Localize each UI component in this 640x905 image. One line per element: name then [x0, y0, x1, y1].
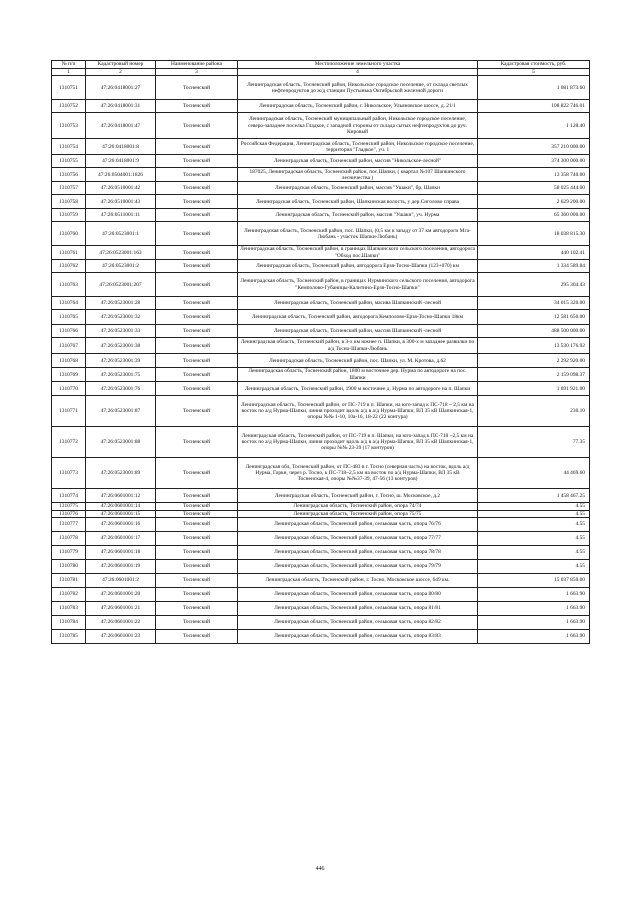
- district-cell: Тосненский: [156, 368, 238, 382]
- cadastral-number-cell: 47:26:0510001:43: [86, 195, 156, 209]
- location-cell: Ленинградская область, Тосненский район, г. Тосно, Московское шоссе, 649 км.: [238, 574, 478, 588]
- cadastral-value-cell: 440 102.41: [478, 246, 590, 260]
- cadastral-value-cell: 1 691 921.00: [478, 382, 590, 396]
- district-cell: Тосненский: [156, 195, 238, 209]
- row-number-cell: 1310779: [52, 546, 86, 560]
- row-number-cell: 1310784: [52, 616, 86, 630]
- district-cell: Тосненский: [156, 503, 238, 510]
- location-cell: Ленинградская область, Тосненский район, от ПС-719 в п. Шапки, на юго-запад к ПС-718 ~ 2,5 км на восток по а/д Нурма-Шапки, линия проходит вдоль а/д в а/д Нурма-Шапки, ВЛ 35 кВ Шапкинская-1, опоры №№ 1-10, 10а-16, 18-22 (22 контура): [238, 396, 478, 427]
- location-cell: Ленинградская область, Тосненский район, массив "Ушаки", уч. Нурма: [238, 209, 478, 222]
- table-body: [52, 76, 590, 644]
- cadastral-number-cell: 47:26:0523001:33: [86, 325, 156, 338]
- district-cell: Тосненский: [156, 100, 238, 113]
- row-number-cell: 1310783: [52, 602, 86, 616]
- row-number-cell: 1310758: [52, 195, 86, 209]
- location-cell: Ленинградская область, Тосненский район, массив "Ушаки", бр. Шапки: [238, 182, 478, 195]
- district-cell: Тосненский: [156, 602, 238, 616]
- row-number-cell: 1310753: [52, 113, 86, 139]
- district-cell: Тосненский: [156, 588, 238, 602]
- cadastral-value-cell: 1 663.90: [478, 616, 590, 630]
- district-cell: Тосненский: [156, 338, 238, 354]
- row-number-cell: 1310764: [52, 297, 86, 310]
- row-number-cell: 1310762: [52, 260, 86, 273]
- cadastral-value-cell: 4.55: [478, 503, 590, 510]
- table-row: [52, 616, 590, 630]
- column-number: 4: [238, 69, 478, 76]
- table-row: [52, 630, 590, 644]
- location-cell: Ленинградская область, Тосненский район, автодорога Кемполово-Ерзя-Тосно-Шапки 18км: [238, 310, 478, 325]
- column-number: 3: [156, 69, 238, 76]
- row-number-cell: 1310774: [52, 489, 86, 503]
- cadastral-number-cell: 47:26:0523001:32: [86, 310, 156, 325]
- cadastral-value-cell: 108 822 746.01: [478, 100, 590, 113]
- location-cell: Ленинградская область, Тосненский район, сельковая часть, опора 80/80: [238, 588, 478, 602]
- table-row: [52, 354, 590, 368]
- district-cell: Тосненский: [156, 518, 238, 532]
- cadastral-value-cell: 4.55: [478, 532, 590, 546]
- cadastral-value-cell: 13 530 176.92: [478, 338, 590, 354]
- table-row: [52, 602, 590, 616]
- row-number-cell: 1310772: [52, 427, 86, 458]
- table-row: [52, 209, 590, 222]
- district-cell: Тосненский: [156, 458, 238, 489]
- row-number-cell: 1310781: [52, 574, 86, 588]
- row-number-cell: 1310757: [52, 182, 86, 195]
- table-row: [52, 195, 590, 209]
- row-number-cell: 1310756: [52, 168, 86, 182]
- location-cell: Ленинградская область, Тосненский район, г. Никольское, Ульяновское шоссе, д. 21/1: [238, 100, 478, 113]
- location-cell: Ленинградская область, Тосненский район, сельковая часть, опора 78/78: [238, 546, 478, 560]
- table-row: [52, 532, 590, 546]
- cadastral-value-cell: 230.10: [478, 396, 590, 427]
- cadastral-number-cell: 47:26:0504001:1826: [86, 168, 156, 182]
- district-cell: Тосненский: [156, 396, 238, 427]
- cadastral-value-cell: 1 081 873.60: [478, 76, 590, 100]
- district-cell: Тосненский: [156, 139, 238, 155]
- cadastral-number-cell: 47:26:0418001:47: [86, 113, 156, 139]
- table-row: [52, 246, 590, 260]
- table-row: [52, 222, 590, 246]
- cadastral-value-cell: 18 038 815.30: [478, 222, 590, 246]
- cadastral-value-cell: 13 358 740.00: [478, 168, 590, 182]
- location-cell: 187025, Ленинградская область, Тосненский район, пос.Шапки, ( квартал №107 Шапкинского лесничества ): [238, 168, 478, 182]
- column-number: 5: [478, 69, 590, 76]
- cadastral-number-cell: 47:26:0601001:16: [86, 518, 156, 532]
- district-cell: Тосненский: [156, 113, 238, 139]
- table-row: [52, 182, 590, 195]
- cadastral-number-cell: 47:26:0418001:31: [86, 100, 156, 113]
- location-cell: Ленинградская область, Тосненский муниципальный район, Никольское городское поселение, северо-западнее поселка Гладкое, с западной стороны от склада сытых нефтепродуктов до руч. Кировый: [238, 113, 478, 139]
- district-cell: Тосненский: [156, 209, 238, 222]
- table-column-number-row: [52, 69, 590, 76]
- column-number: 1: [52, 69, 86, 76]
- row-number-cell: 1310755: [52, 155, 86, 168]
- cadastral-value-cell: 2 159 098.37: [478, 368, 590, 382]
- cadastral-value-cell: 4.55: [478, 560, 590, 574]
- row-number-cell: 1310776: [52, 510, 86, 517]
- table-row: [52, 396, 590, 427]
- row-number-cell: 1310751: [52, 76, 86, 100]
- cadastral-value-cell: 295 304.43: [478, 273, 590, 297]
- cadastral-number-cell: 47:26:0601001:15: [86, 510, 156, 517]
- cadastral-number-cell: 47:26:0523001:75: [86, 368, 156, 382]
- district-cell: Тосненский: [156, 222, 238, 246]
- row-number-cell: 1310760: [52, 222, 86, 246]
- row-number-cell: 1310765: [52, 310, 86, 325]
- row-number-cell: 1310752: [52, 100, 86, 113]
- cadastral-value-cell: 44 469.60: [478, 458, 590, 489]
- cadastral-number-cell: 47:26:0418001:8: [86, 139, 156, 155]
- cadastral-value-cell: 2 292 920.00: [478, 354, 590, 368]
- cadastral-value-cell: 1 128.40: [478, 113, 590, 139]
- district-cell: Тосненский: [156, 182, 238, 195]
- district-cell: Тосненский: [156, 382, 238, 396]
- header-district-name: Наименование района: [156, 61, 238, 69]
- cadastral-number-cell: 47:26:0523001:207: [86, 273, 156, 297]
- row-number-cell: 1310777: [52, 518, 86, 532]
- cadastral-number-cell: 47:26:0510001:42: [86, 182, 156, 195]
- location-cell: Ленинградская область, Тосненский район, Шапкинская волость, у дер.Сиголово справа: [238, 195, 478, 209]
- header-row-number: № п/п: [52, 61, 86, 69]
- cadastral-number-cell: 47:26:0601001:22: [86, 616, 156, 630]
- table-row: [52, 310, 590, 325]
- district-cell: Тосненский: [156, 310, 238, 325]
- cadastral-number-cell: 47:26:0601001:12: [86, 489, 156, 503]
- cadastral-number-cell: 47:26:0523001:87: [86, 396, 156, 427]
- cadastral-number-cell: 47:26:0523001:39: [86, 354, 156, 368]
- district-cell: Тосненский: [156, 168, 238, 182]
- cadastral-number-cell: 47:26:0523001:38: [86, 338, 156, 354]
- table-row: [52, 518, 590, 532]
- row-number-cell: 1310775: [52, 503, 86, 510]
- cadastral-value-cell: 374 300 000.00: [478, 155, 590, 168]
- cadastral-number-cell: 47:26:0523001:76: [86, 382, 156, 396]
- table-row: [52, 503, 590, 510]
- cadastral-number-cell: 47:26:0511001:11: [86, 209, 156, 222]
- cadastral-value-cell: 58 025 444.00: [478, 182, 590, 195]
- cadastral-value-table: [51, 60, 590, 644]
- cadastral-number-cell: 47:26:0523001:88: [86, 427, 156, 458]
- cadastral-value-cell: 4.55: [478, 510, 590, 517]
- cadastral-number-cell: 47:26:0601001:14: [86, 503, 156, 510]
- table-row: [52, 155, 590, 168]
- cadastral-value-cell: 77.35: [478, 427, 590, 458]
- district-cell: Тосненский: [156, 260, 238, 273]
- row-number-cell: 1310778: [52, 532, 86, 546]
- cadastral-number-cell: 47:26:0601001:21: [86, 602, 156, 616]
- row-number-cell: 1310769: [52, 368, 86, 382]
- cadastral-number-cell: 47:26:0523001:28: [86, 297, 156, 310]
- location-cell: Ленинградская область, Тосненский район, от ПС-719 в п. Шапки, на юго-запад к ПС-718 ~2,5 км на восток по а/д Нурма-Шапки, линия проходит вдоль а/д в а/д Нурма-Шапки, ВЛ 35 кВ Шапкинская-1, опоры №№ 23-39 (17 контуров): [238, 427, 478, 458]
- table-row: [52, 139, 590, 155]
- table-row: [52, 113, 590, 139]
- cadastral-value-cell: 12 581 650.00: [478, 310, 590, 325]
- district-cell: Тосненский: [156, 532, 238, 546]
- cadastral-number-cell: 47:26:0601001:23: [86, 630, 156, 644]
- district-cell: Тосненский: [156, 616, 238, 630]
- district-cell: Тосненский: [156, 155, 238, 168]
- table-row: [52, 588, 590, 602]
- cadastral-value-cell: 1 334 589.84: [478, 260, 590, 273]
- location-cell: Ленинградская область, Тосненский район, в границах Нурминского сельского поселения, автодорога "Кемполово-Губаницы-Калитино-Ерзя-Тосно-Шапки": [238, 273, 478, 297]
- cadastral-value-cell: 34 015 320.00: [478, 297, 590, 310]
- location-cell: Российская Федерация, Ленинградская область, Тосненский район, Никольское городское поселение, территория "Гладкое", уч. 1: [238, 139, 478, 155]
- cadastral-number-cell: 47:26:0418001:27: [86, 76, 156, 100]
- cadastral-number-cell: 47:26:0418001:9: [86, 155, 156, 168]
- cadastral-value-cell: 15 037 850.00: [478, 574, 590, 588]
- district-cell: Тосненский: [156, 546, 238, 560]
- location-cell: Ленинградская область, Тосненский район, сельковая часть, опора 81/81: [238, 602, 478, 616]
- cadastral-number-cell: 47:26:0523001:2: [86, 260, 156, 273]
- cadastral-table-container: [51, 60, 589, 644]
- table-row: [52, 368, 590, 382]
- table-row: [52, 489, 590, 503]
- cadastral-value-cell: 357 210 000.00: [478, 139, 590, 155]
- location-cell: Ленинградская область, Тосненский район, пос. Шапки, ул. М. Кротова, д.62: [238, 354, 478, 368]
- location-cell: Ленинградская область, Тосненский район, массив "Никольское-лесной": [238, 155, 478, 168]
- district-cell: Тосненский: [156, 630, 238, 644]
- table-row: [52, 458, 590, 489]
- cadastral-number-cell: 47:26:0523001:89: [86, 458, 156, 489]
- row-number-cell: 1310766: [52, 325, 86, 338]
- cadastral-number-cell: 47:26:0601001:18: [86, 546, 156, 560]
- table-row: [52, 168, 590, 182]
- row-number-cell: 1310763: [52, 273, 86, 297]
- table-header-row: [52, 61, 590, 69]
- cadastral-value-cell: 488 500 000.00: [478, 325, 590, 338]
- table-row: [52, 546, 590, 560]
- header-cadastral-value: Кадастровая стоимость, руб.: [478, 61, 590, 69]
- cadastral-value-cell: 1 663.90: [478, 588, 590, 602]
- cadastral-number-cell: 47:26:0601001:20: [86, 588, 156, 602]
- cadastral-value-cell: 1 663.90: [478, 630, 590, 644]
- district-cell: Тосненский: [156, 325, 238, 338]
- cadastral-number-cell: 47:26:0523001:1: [86, 222, 156, 246]
- location-cell: Ленинградская область, Тосненский район, г. Тосно, ш. Московское, д.2: [238, 489, 478, 503]
- table-row: [52, 325, 590, 338]
- row-number-cell: 1310768: [52, 354, 86, 368]
- location-cell: Ленинградская область, Тосненский район, сельковая часть, опора 77/77: [238, 532, 478, 546]
- location-cell: Ленинградская область, Тосненский район, сельковая часть, опора 79/79: [238, 560, 478, 574]
- cadastral-value-cell: 1 663.90: [478, 602, 590, 616]
- row-number-cell: 1310780: [52, 560, 86, 574]
- cadastral-value-cell: 4.55: [478, 518, 590, 532]
- location-cell: Ленинградская область, Тосненский район, сельковая часть, опора 82/82: [238, 616, 478, 630]
- row-number-cell: 1310767: [52, 338, 86, 354]
- district-cell: Тосненский: [156, 489, 238, 503]
- district-cell: Тосненский: [156, 246, 238, 260]
- cadastral-value-cell: 2 629 200.00: [478, 195, 590, 209]
- district-cell: Тосненский: [156, 273, 238, 297]
- district-cell: Тосненский: [156, 574, 238, 588]
- row-number-cell: 1310773: [52, 458, 86, 489]
- district-cell: Тосненский: [156, 297, 238, 310]
- table-row: [52, 76, 590, 100]
- cadastral-value-cell: 4.55: [478, 546, 590, 560]
- column-number: 2: [86, 69, 156, 76]
- cadastral-number-cell: 47:26:0601001:19: [86, 560, 156, 574]
- row-number-cell: 1310785: [52, 630, 86, 644]
- header-location: Местоположение земельного участка: [238, 61, 478, 69]
- row-number-cell: 1310754: [52, 139, 86, 155]
- table-row: [52, 260, 590, 273]
- location-cell: Ленинградская область, Тосненский район, в границах Шапкинского сельского поселения, автодорога "Обход пос.Шапки": [238, 246, 478, 260]
- location-cell: Ленинградская область, Тосненский район, в 3-х км южнее п. Шапки, в 300-х м западнее развилки по а/д Тосно-Шапки-Любань: [238, 338, 478, 354]
- cadastral-number-cell: 47:26:0601001:2: [86, 574, 156, 588]
- location-cell: Ленинградская область, Тосненский район, пос. Шапки, (0,5 км к западу от 37 км автодороги Мга-Любань - участок Шапки-Любань): [238, 222, 478, 246]
- table-row: [52, 574, 590, 588]
- district-cell: Тосненский: [156, 427, 238, 458]
- cadastral-number-cell: 47:26:0601001:17: [86, 532, 156, 546]
- header-cadastral-number: Кадастровый номер: [86, 61, 156, 69]
- district-cell: Тосненский: [156, 560, 238, 574]
- location-cell: Ленинградская область, Тосненский район, автодорога Ерзя-Тосно-Шапки (123+070) км: [238, 260, 478, 273]
- cadastral-value-cell: 65 360 000.00: [478, 209, 590, 222]
- row-number-cell: 1310782: [52, 588, 86, 602]
- location-cell: Ленинградская область, Тосненский район, опора 74/74: [238, 503, 478, 510]
- district-cell: Тосненский: [156, 354, 238, 368]
- table-row: [52, 382, 590, 396]
- table-row: [52, 510, 590, 517]
- row-number-cell: 1310771: [52, 396, 86, 427]
- table-row: [52, 297, 590, 310]
- district-cell: Тосненский: [156, 76, 238, 100]
- location-cell: Ленинградская область, Тосненский район, 1800 м восточнее дер. Нурма по автодороге на пос. Шапки: [238, 368, 478, 382]
- location-cell: Ленинградская область, Тосненский район, массив Шапкинский -лесной: [238, 325, 478, 338]
- table-row: [52, 427, 590, 458]
- row-number-cell: 1310759: [52, 209, 86, 222]
- location-cell: Ленинградская область, Тосненский район, опора 75/75: [238, 510, 478, 517]
- location-cell: Ленинградская обл, Тосненский район, от ПС-483 в г. Тосно (северная часть) на восток, вдоль а/д Нурма, Горки, через р. Тосно, к ПС-718~2,5 км на восток по а/д Нурма-Шапки, ВЛ 35 кВ Тосненская-4, опоры №№37-39, 47-56 (13 контуров): [238, 458, 478, 489]
- location-cell: Ленинградская область, Тосненский район, Никольское городское поселение, от склада светлых нефтепродуктов до ж/д станции Пустынька Октябрьской железной дороги: [238, 76, 478, 100]
- location-cell: Ленинградская область, Тосненский район, сельковая часть, опора 76/76: [238, 518, 478, 532]
- district-cell: Тосненский: [156, 510, 238, 517]
- location-cell: Ленинградская область, Тосненский район, 1900 м восточнее д. Нурма по автодороге на п. Шапки: [238, 382, 478, 396]
- row-number-cell: 1310761: [52, 246, 86, 260]
- table-row: [52, 338, 590, 354]
- page-number: 446: [315, 866, 325, 872]
- location-cell: Ленинградская область, Тосненский район, масива Шапкинский -лесной: [238, 297, 478, 310]
- cadastral-number-cell: 47:26:0523001:163: [86, 246, 156, 260]
- cadastral-value-cell: 1 458 467.25: [478, 489, 590, 503]
- row-number-cell: 1310770: [52, 382, 86, 396]
- table-row: [52, 100, 590, 113]
- location-cell: Ленинградская область, Тосненский район, сельковая часть, опора 83/83: [238, 630, 478, 644]
- table-row: [52, 273, 590, 297]
- table-row: [52, 560, 590, 574]
